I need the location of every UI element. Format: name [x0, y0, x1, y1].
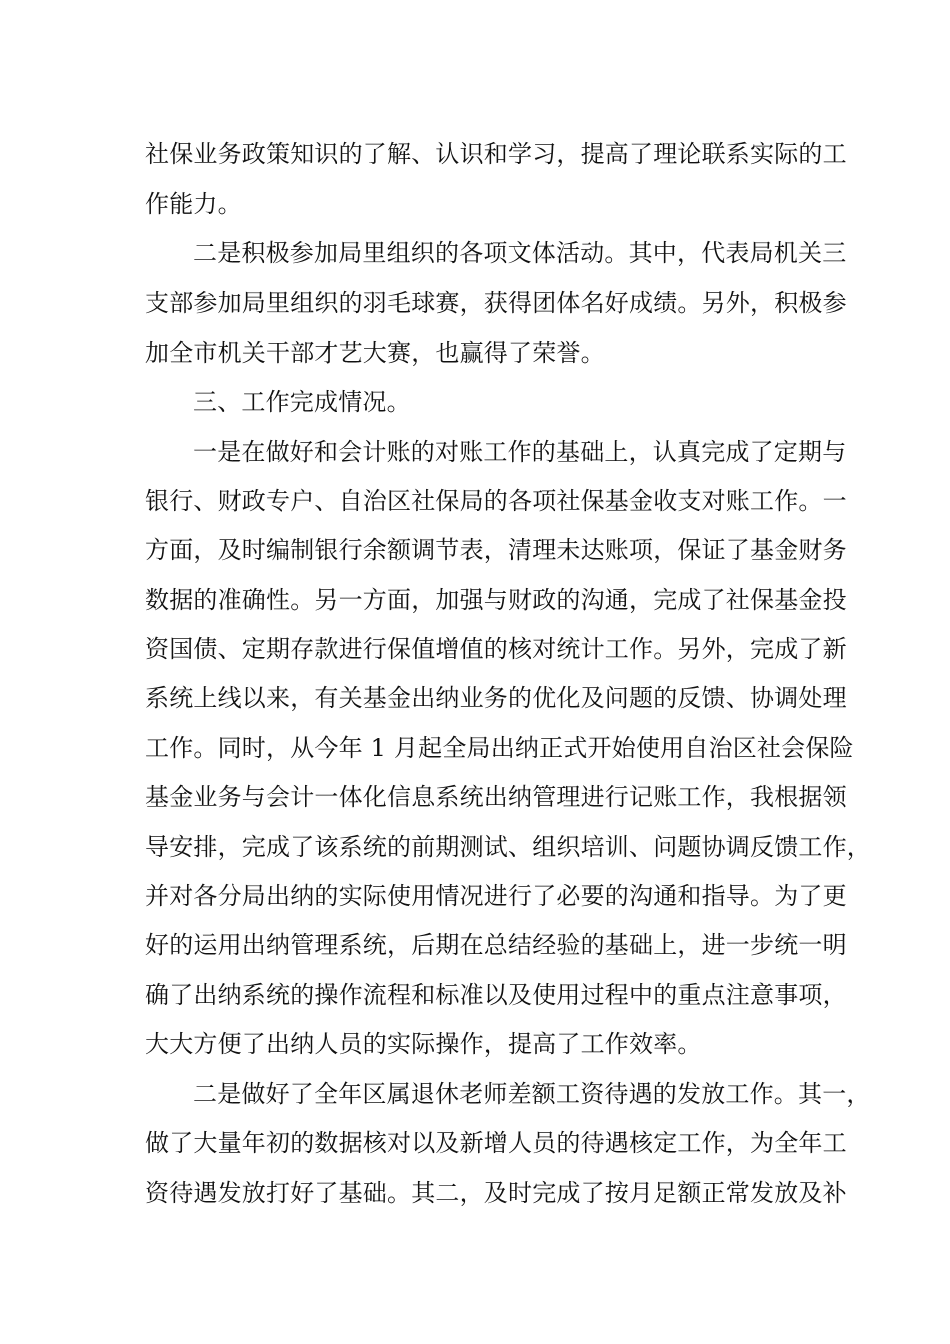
- text-line: 方面，及时编制银行余额调节表，清理未达账项，保证了基金财务: [145, 536, 847, 564]
- text-line: 社保业务政策知识的了解、认识和学习，提高了理论联系实际的工: [145, 140, 847, 168]
- text-line: 支部参加局里组织的羽毛球赛，获得团体名好成绩。另外，积极参: [145, 289, 847, 317]
- text-line: 做了大量年初的数据核对以及新增人员的待遇核定工作，为全年工: [145, 1129, 847, 1157]
- text-line: 二是做好了全年区属退休老师差额工资待遇的发放工作。其一，: [193, 1080, 871, 1108]
- section-heading: 三、工作完成情况。: [193, 388, 411, 416]
- text-line: 数据的准确性。另一方面，加强与财政的沟通，完成了社保基金投: [145, 586, 847, 614]
- text-line: 好的运用出纳管理系统，后期在总结经验的基础上，进一步统一明: [145, 931, 847, 959]
- text-line: 导安排，完成了该系统的前期测试、组织培训、问题协调反馈工作，: [145, 833, 871, 861]
- text-line: 基金业务与会计一体化信息系统出纳管理进行记账工作，我根据领: [145, 783, 847, 811]
- text-line: 二是积极参加局里组织的各项文体活动。其中，代表局机关三: [193, 239, 847, 267]
- text-line: 一是在做好和会计账的对账工作的基础上，认真完成了定期与: [193, 438, 847, 466]
- text-line: 工作。同时，从今年 1 月起全局出纳正式开始使用自治区社会保险: [145, 734, 854, 762]
- text-line: 并对各分局出纳的实际使用情况进行了必要的沟通和指导。为了更: [145, 882, 847, 910]
- text-line: 系统上线以来，有关基金出纳业务的优化及问题的反馈、协调处理: [145, 684, 847, 712]
- text-line: 大大方便了出纳人员的实际操作，提高了工作效率。: [145, 1030, 702, 1058]
- text-line: 资国债、定期存款进行保值增值的核对统计工作。另外，完成了新: [145, 635, 847, 663]
- text-line: 确了出纳系统的操作流程和标准以及使用过程中的重点注意事项，: [145, 981, 847, 1009]
- text-line: 加全市机关干部才艺大赛，也赢得了荣誉。: [145, 339, 605, 367]
- text-line: 资待遇发放打好了基础。其二，及时完成了按月足额正常发放及补: [145, 1179, 847, 1207]
- text-line: 作能力。: [145, 190, 242, 218]
- text-line: 银行、财政专户、自治区社保局的各项社保基金收支对账工作。一: [145, 487, 847, 515]
